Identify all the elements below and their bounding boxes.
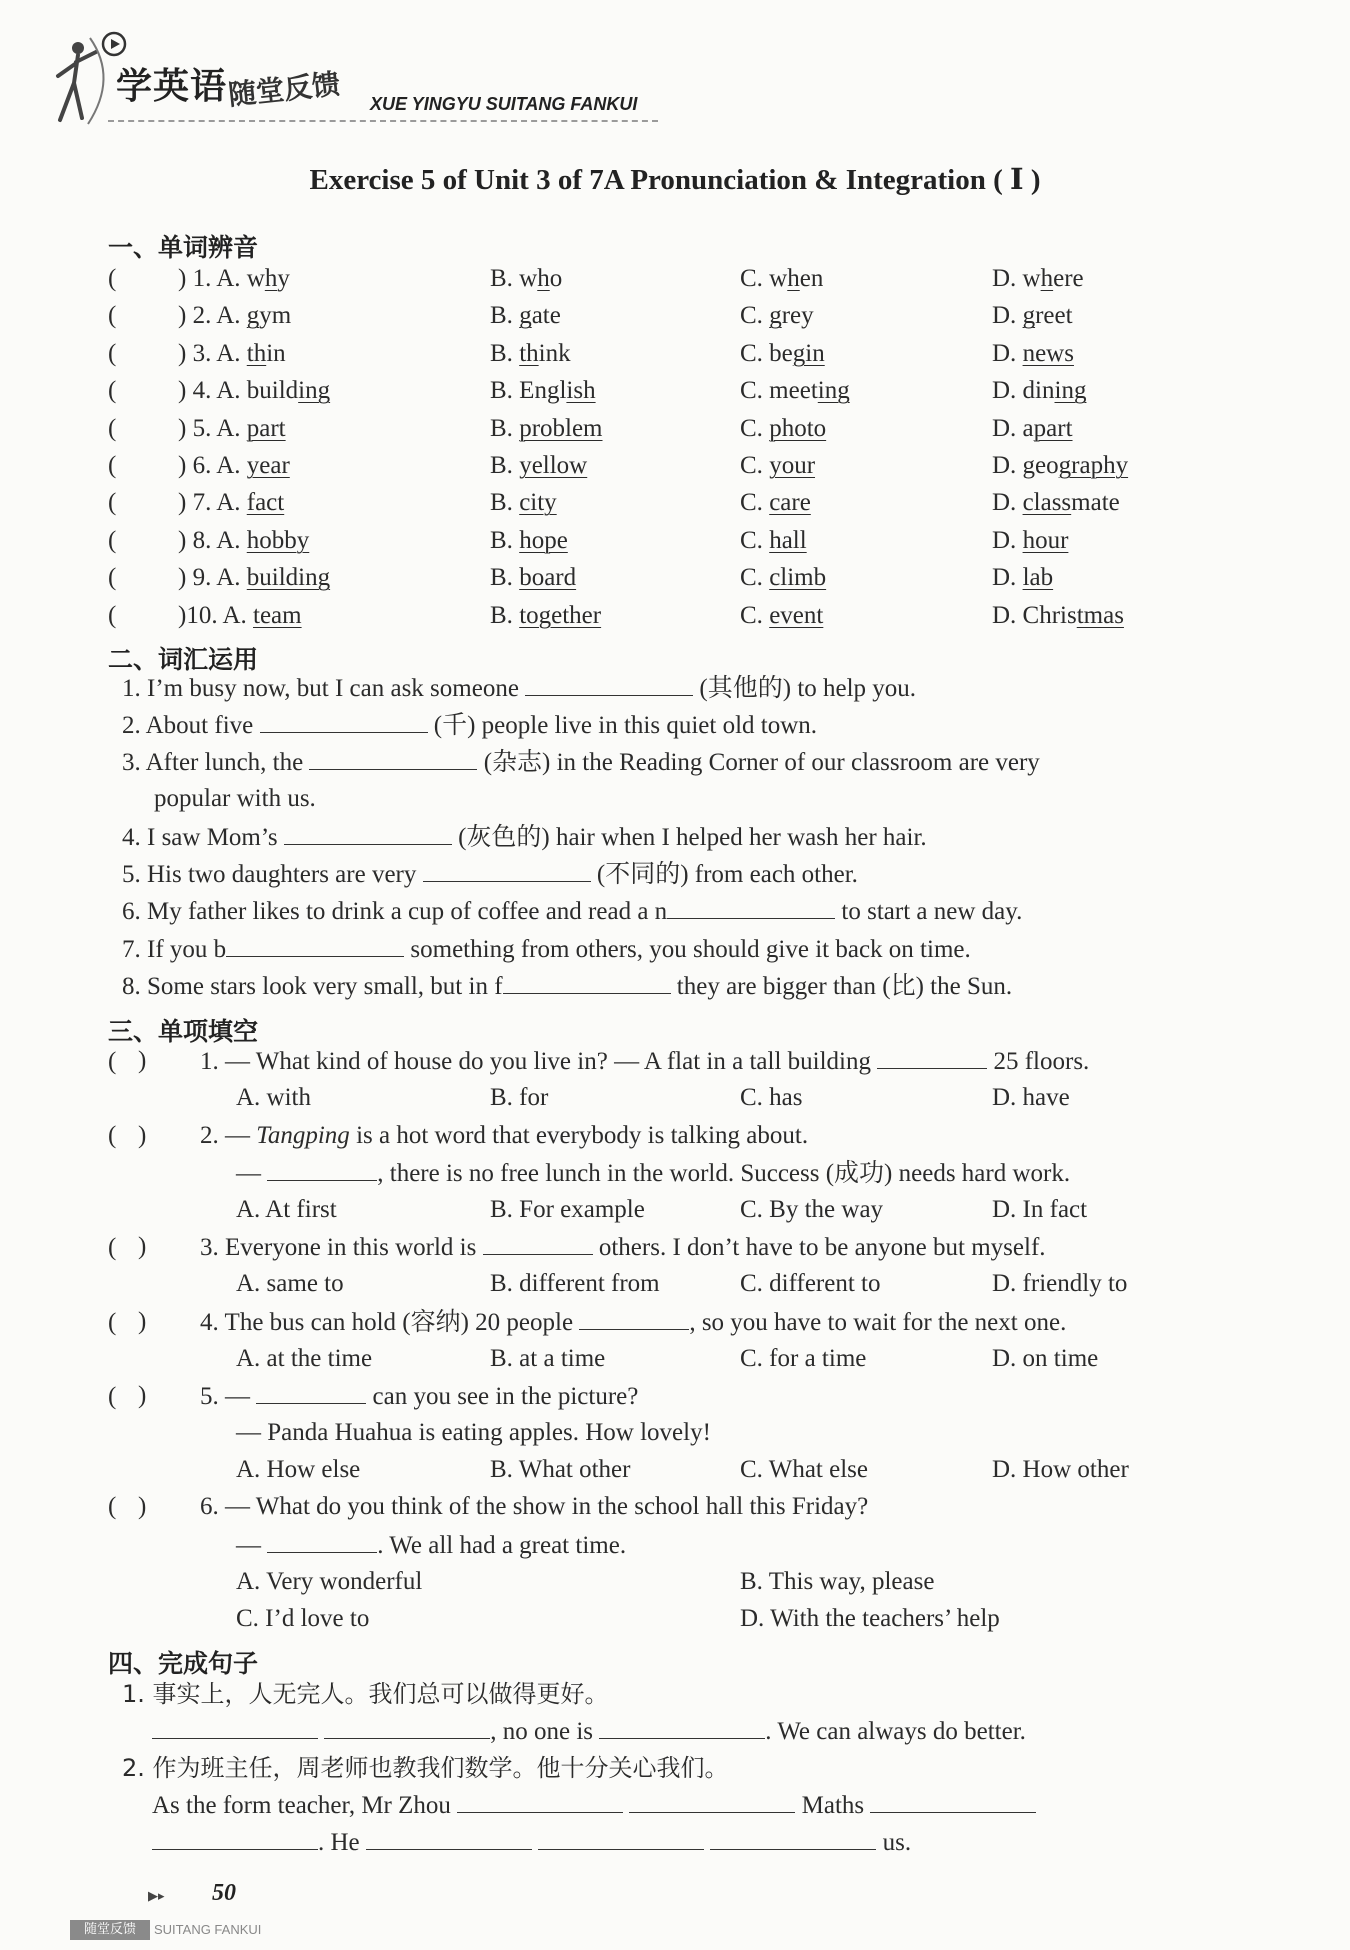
sentence-q1-chinese: 1. 事实上，人无完人。我们总可以做得更好。 <box>122 1680 609 1708</box>
mc-q1-option-d[interactable]: D. have <box>992 1084 1070 1111</box>
answer-blank[interactable] <box>260 710 428 733</box>
option-d: D. news <box>992 339 1074 367</box>
option-c: C. photo <box>740 414 827 442</box>
question-number: ) 3. A. thin <box>178 339 286 367</box>
footer-badge: 随堂反馈 <box>70 1920 150 1940</box>
answer-blank[interactable] <box>324 1716 490 1739</box>
page-title: Exercise 5 of Unit 3 of 7A Pronunciation & Integration ( Ⅰ ) <box>309 164 1041 196</box>
mc-q3-option-c[interactable]: C. different to <box>740 1270 881 1297</box>
option-b: B. city <box>490 489 557 517</box>
arrow-icon: ▶▸ <box>148 1888 165 1903</box>
mc-q2-line2: — , there is no free lunch in the world. Success (成功) needs hard work. <box>236 1160 1071 1187</box>
option-b: B. yellow <box>490 452 588 479</box>
mc-q4: ( 4. The bus can hold (容纳) 20 people , so you have to wait for the next one. <box>108 1309 1067 1336</box>
answer-blank[interactable] <box>256 1381 366 1404</box>
option-d: D. lab <box>992 564 1054 592</box>
vocab-q3: 3. After lunch, the (杂志) in the Reading Corner of our classroom are very <box>122 749 1040 776</box>
option-c: C. your <box>740 452 816 479</box>
vocab-q8: 8. Some stars look very small, but in f they are bigger than (比) the Sun. <box>122 973 1013 1000</box>
answer-blank[interactable] <box>267 1530 377 1553</box>
answer-blank[interactable] <box>503 971 671 994</box>
mc-q4-option-b[interactable]: B. at a time <box>490 1345 606 1372</box>
vocab-q4: 4. I saw Mom’s (灰色的) hair when I helped her wash her hair. <box>122 824 927 851</box>
sentence-q2-line2: . He us. <box>152 1827 911 1858</box>
mc-q4-option-c[interactable]: C. for a time <box>740 1345 867 1372</box>
option-b: B. hope <box>490 526 568 554</box>
option-b: B. think <box>490 339 571 367</box>
answer-blank[interactable] <box>152 1827 318 1850</box>
brand-subtitle: 随堂反馈 <box>226 67 342 112</box>
option-c: C. meeting <box>740 377 850 405</box>
answer-blank[interactable] <box>226 934 404 957</box>
page-footer <box>70 1876 670 1936</box>
option-d: D. dining <box>992 377 1087 405</box>
answer-paren[interactable]: ( <box>108 452 117 479</box>
mc-q3: ( 3. Everyone in this world is others. I don’t have to be anyone but myself. <box>108 1234 1046 1261</box>
question-number: ) 5. A. part <box>178 414 286 442</box>
mc-q2-option-a[interactable]: A. At first <box>236 1196 337 1223</box>
answer-blank[interactable] <box>483 1232 593 1255</box>
answer-blank[interactable] <box>710 1827 876 1850</box>
answer-paren[interactable]: ( <box>108 302 117 330</box>
mc-q3-option-a[interactable]: A. same to <box>236 1270 344 1297</box>
vocab-q7: 7. If you b something from others, you should give it back on time. <box>122 936 971 963</box>
mc-q5-option-b[interactable]: B. What other <box>490 1456 631 1483</box>
sentence-q1: , no one is . We can always do better. <box>152 1716 1026 1747</box>
answer-paren[interactable]: ( <box>108 265 117 292</box>
option-d: D. Christmas <box>992 601 1124 629</box>
question-number: ) 1. A. why <box>178 265 290 292</box>
answer-paren[interactable]: ( <box>108 526 117 554</box>
mc-q6-option-a[interactable]: A. Very wonderful <box>236 1568 423 1595</box>
section-1-heading: 一、单词辨音 <box>108 233 259 262</box>
option-b: B. who <box>490 265 563 292</box>
mc-q6-option-b[interactable]: B. This way, please <box>740 1568 935 1595</box>
answer-blank[interactable] <box>366 1827 532 1850</box>
mc-q2: ( 2. — Tangping is a hot word that everybody is talking about. <box>108 1122 809 1149</box>
answer-paren[interactable]: ( <box>108 377 117 405</box>
option-c: C. climb <box>740 564 827 592</box>
mc-q4-option-d[interactable]: D. on time <box>992 1345 1099 1372</box>
answer-paren[interactable]: ( <box>108 414 117 442</box>
question-number: ) 4. A. building <box>178 377 331 405</box>
answer-blank[interactable] <box>667 896 835 919</box>
answer-blank[interactable] <box>423 859 591 882</box>
question-number: ) 6. A. year <box>178 452 290 479</box>
footer-text: SUITANG FANKUI <box>154 1922 262 1937</box>
option-c: C. begin <box>740 339 825 367</box>
mc-q2-option-c[interactable]: C. By the way <box>740 1196 884 1223</box>
page-header <box>48 28 658 128</box>
answer-paren[interactable]: ( <box>108 601 117 629</box>
option-c: C. when <box>740 265 824 292</box>
question-number: ) 2. A. gym <box>178 302 292 330</box>
answer-blank[interactable] <box>267 1158 377 1181</box>
question-number: ) 7. A. fact <box>178 489 285 517</box>
answer-paren[interactable]: ( <box>108 564 117 592</box>
option-b: B. problem <box>490 414 603 442</box>
question-number: ) 9. A. building <box>178 564 331 592</box>
header-divider <box>108 120 658 122</box>
vocab-q3-cont: popular with us. <box>154 785 316 812</box>
section-2-heading: 二、词汇运用 <box>108 645 259 674</box>
option-c: C. care <box>740 489 811 517</box>
mc-q5-line2: — Panda Huahua is eating apples. How lovely! <box>236 1419 711 1446</box>
vocab-q6: 6. My father likes to drink a cup of coffee and read a n to start a new day. <box>122 898 1023 925</box>
answer-blank[interactable] <box>525 673 693 696</box>
mc-q5-option-a[interactable]: A. How else <box>236 1456 361 1483</box>
answer-blank[interactable] <box>284 822 452 845</box>
option-d: D. classmate <box>992 489 1120 517</box>
mc-q5-option-d[interactable]: D. How other <box>992 1456 1129 1483</box>
answer-paren[interactable]: ( <box>108 489 117 517</box>
mc-q2-option-b[interactable]: B. For example <box>490 1196 645 1223</box>
option-d: D. geography <box>992 452 1129 479</box>
brand-title: 学英语 <box>116 66 228 107</box>
option-c: C. hall <box>740 526 807 554</box>
mc-q6-option-d[interactable]: D. With the teachers’ help <box>740 1605 1000 1632</box>
mc-q6: ( 6. — What do you think of the show in the school hall this Friday? <box>108 1493 869 1520</box>
vocab-q1: 1. I’m busy now, but I can ask someone (其他的) to help you. <box>122 675 917 702</box>
option-d: D. hour <box>992 526 1069 554</box>
sentence-q2: As the form teacher, Mr Zhou Maths <box>152 1790 1036 1821</box>
question-number: )10. A. team <box>178 601 302 629</box>
mc-q5-option-c[interactable]: C. What else <box>740 1456 868 1483</box>
answer-blank[interactable] <box>152 1716 318 1739</box>
page-number: 50 <box>212 1880 236 1906</box>
mc-q4-option-a[interactable]: A. at the time <box>236 1345 373 1372</box>
question-number: ) 8. A. hobby <box>178 526 310 554</box>
answer-blank[interactable] <box>457 1790 623 1813</box>
answer-blank[interactable] <box>309 747 477 770</box>
vocab-q5: 5. His two daughters are very (不同的) from each other. <box>122 861 858 888</box>
brand-pinyin: XUE YINGYU SUITANG FANKUI <box>370 94 638 114</box>
option-d: D. where <box>992 265 1084 292</box>
option-c: C. event <box>740 601 824 629</box>
option-d: D. greet <box>992 302 1073 330</box>
answer-blank[interactable] <box>599 1716 765 1739</box>
answer-blank[interactable] <box>629 1790 795 1813</box>
mc-q3-option-d[interactable]: D. friendly to <box>992 1270 1128 1297</box>
option-c: C. grey <box>740 302 814 330</box>
mc-q6-option-c[interactable]: C. I’d love to <box>236 1605 370 1632</box>
mc-q1-option-b[interactable]: B. for <box>490 1084 549 1111</box>
answer-paren[interactable]: ( <box>108 339 117 367</box>
mc-q1-option-c[interactable]: C. has <box>740 1084 803 1111</box>
section-3-heading: 三、单项填空 <box>108 1017 259 1046</box>
option-b: B. together <box>490 601 602 629</box>
mc-q3-option-b[interactable]: B. different from <box>490 1270 660 1297</box>
answer-blank[interactable] <box>870 1790 1036 1813</box>
mc-q6-line2: — . We all had a great time. <box>236 1532 627 1559</box>
option-b: B. board <box>490 564 577 592</box>
mc-q5: ( 5. — can you see in the picture? <box>108 1383 639 1410</box>
option-b: B. gate <box>490 302 561 330</box>
option-b: B. English <box>490 377 596 405</box>
mc-q1: ( 1. — What kind of house do you live in? — A flat in a tall building 25 floors. <box>108 1048 1090 1075</box>
mc-q1-option-a[interactable]: A. with <box>236 1084 311 1111</box>
section-4-heading: 四、完成句子 <box>108 1649 259 1678</box>
vocab-q2: 2. About five (千) people live in this quiet old town. <box>122 712 818 739</box>
answer-blank[interactable] <box>538 1827 704 1850</box>
answer-blank[interactable] <box>579 1307 689 1330</box>
option-d: D. apart <box>992 414 1073 442</box>
mc-q2-option-d[interactable]: D. In fact <box>992 1196 1088 1223</box>
sentence-q2-chinese: 2. 作为班主任，周老师也教我们数学。他十分关心我们。 <box>122 1754 729 1782</box>
answer-blank[interactable] <box>877 1046 987 1069</box>
